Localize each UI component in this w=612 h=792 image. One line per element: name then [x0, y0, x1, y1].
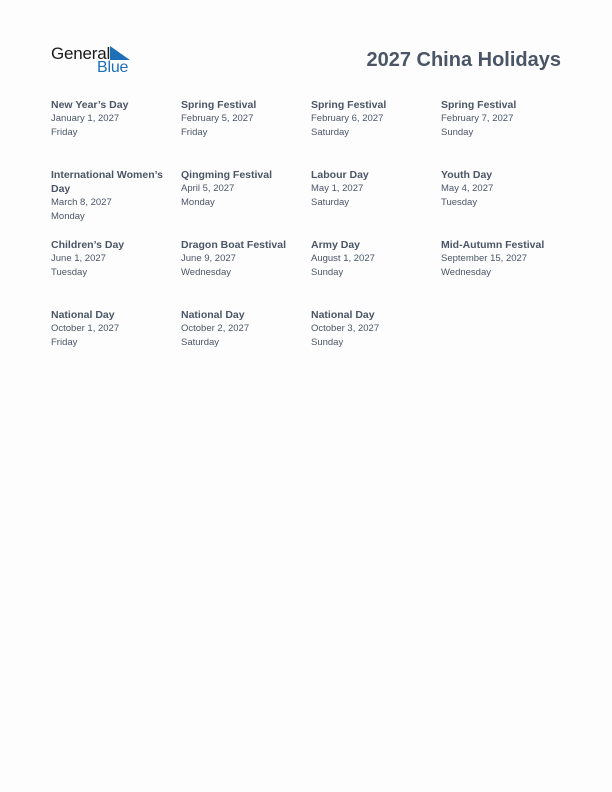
holiday-date: May 1, 2027 [311, 183, 364, 194]
holiday-weekday: Wednesday [441, 266, 491, 278]
holiday-weekday: Saturday [311, 126, 350, 138]
holiday-date: May 4, 2027 [441, 183, 494, 194]
holiday-name: Spring Festival [181, 99, 257, 111]
holiday-weekday: Tuesday [441, 196, 478, 208]
holiday-date: April 5, 2027 [181, 183, 235, 194]
holiday-item [311, 238, 433, 279]
logo-triangle-icon [110, 46, 130, 60]
holiday-name: New Year’s Day [51, 99, 129, 111]
holiday-weekday: Sunday [441, 126, 474, 138]
holiday-name: Spring Festival [311, 99, 387, 111]
holiday-item [51, 238, 173, 279]
holiday-name: National Day [51, 309, 115, 321]
logo-text-blue: Blue [97, 59, 129, 76]
holiday-date: February 5, 2027 [181, 113, 254, 124]
page-title: 2027 China Holidays [366, 49, 561, 71]
holiday-weekday: Saturday [311, 196, 350, 208]
holiday-name: Children’s Day [51, 239, 125, 251]
holiday-name: International Women’s Day [51, 169, 164, 195]
holiday-item [181, 168, 303, 209]
holiday-date: February 7, 2027 [441, 113, 514, 124]
holiday-name: Youth Day [441, 169, 493, 181]
holiday-item [311, 168, 433, 209]
holiday-item [181, 308, 303, 349]
holiday-weekday: Friday [51, 126, 78, 138]
holiday-date: January 1, 2027 [51, 113, 120, 124]
holiday-weekday: Friday [181, 126, 208, 138]
holiday-name: Spring Festival [441, 99, 517, 111]
holiday-name: National Day [181, 309, 245, 321]
holiday-weekday: Sunday [311, 336, 344, 348]
holiday-date: September 15, 2027 [441, 253, 528, 264]
holiday-weekday: Saturday [181, 336, 220, 348]
holiday-weekday: Friday [51, 336, 78, 348]
holiday-date: February 6, 2027 [311, 113, 384, 124]
holiday-date: August 1, 2027 [311, 253, 375, 264]
holiday-weekday: Sunday [311, 266, 344, 278]
holiday-item [441, 238, 563, 279]
logo-text-general: General [51, 44, 111, 63]
holiday-date: October 2, 2027 [181, 323, 250, 334]
holiday-name: National Day [311, 309, 375, 321]
holiday-item [311, 308, 433, 349]
holiday-name: Mid-Autumn Festival [441, 239, 545, 251]
holiday-weekday: Monday [181, 196, 215, 208]
holiday-name: Labour Day [311, 169, 369, 181]
holiday-name: Qingming Festival [181, 169, 273, 181]
holiday-item [181, 238, 303, 279]
holiday-weekday: Tuesday [51, 266, 88, 278]
holiday-date: June 9, 2027 [181, 253, 236, 264]
holiday-date: October 1, 2027 [51, 323, 120, 334]
holiday-item [311, 98, 433, 139]
holiday-name: Army Day [311, 239, 361, 251]
generalblue-logo [51, 44, 141, 78]
holiday-item [51, 98, 173, 139]
holiday-item [181, 98, 303, 139]
holiday-item [441, 168, 563, 209]
holiday-weekday: Monday [51, 210, 85, 222]
holiday-item [441, 98, 563, 139]
holiday-weekday: Wednesday [181, 266, 231, 278]
holiday-date: March 8, 2027 [51, 197, 112, 208]
holiday-item [51, 168, 173, 223]
holiday-date: June 1, 2027 [51, 253, 106, 264]
holiday-name: Dragon Boat Festival [181, 239, 287, 251]
holiday-date: October 3, 2027 [311, 323, 380, 334]
holiday-item [51, 308, 173, 349]
